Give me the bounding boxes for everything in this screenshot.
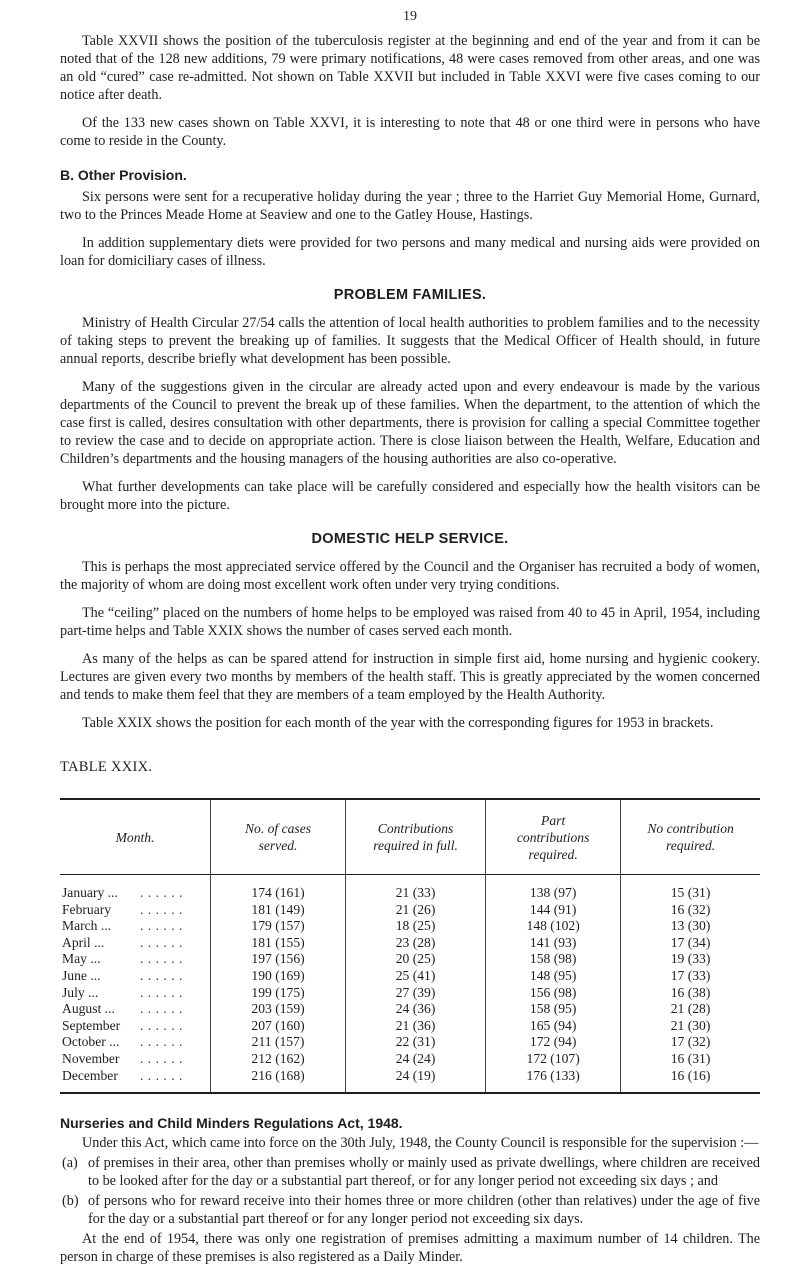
cell-part: 172 (94): [486, 1034, 621, 1051]
cell-part: 158 (95): [486, 1001, 621, 1018]
domestic-help-heading: DOMESTIC HELP SERVICE.: [311, 531, 509, 547]
cell-none: 19 (33): [621, 951, 760, 968]
document-page: [60, 8, 760, 1266]
table-row: [60, 1034, 760, 1051]
cell-full: 21 (26): [345, 902, 485, 919]
cell-month: June ...: [62, 967, 101, 983]
cell-part: 141 (93): [486, 935, 621, 952]
other-provision-heading: B. Other Provision.: [60, 167, 187, 183]
table-row: [60, 985, 760, 1002]
leader-dots: . . . . . .: [140, 885, 183, 900]
table-row: [60, 875, 760, 902]
leader-dots: . . . . . .: [140, 1067, 183, 1083]
cell-part: 176 (133): [486, 1068, 621, 1094]
leader-dots: . . . . . .: [140, 901, 183, 917]
leader-dots: . . . . . .: [140, 1034, 183, 1050]
cell-cases: 181 (155): [211, 935, 346, 952]
table-row: [60, 918, 760, 935]
cell-cases: 197 (156): [211, 951, 346, 968]
intro-paragraph-2: Of the 133 new cases shown on Table XXVI, it is interesting to note that 48 or one third were in persons who have come to reside in the County.: [60, 115, 760, 149]
domestic-help-paragraph-1: This is perhaps the most appreciated service offered by the Council and the Organiser has recruited a body of women, the majority of whom are doing most excellent work often under very trying conditions.: [60, 559, 760, 593]
header-cases-served: [211, 799, 346, 875]
header-part-contributions-text: Part contributions required.: [516, 812, 590, 862]
table-row: [60, 1001, 760, 1018]
cell-full: 24 (24): [345, 1051, 485, 1068]
cell-month: January ...: [62, 885, 118, 900]
cell-cases: 179 (157): [211, 918, 346, 935]
cell-none: 21 (30): [621, 1018, 760, 1035]
home-help-table: [60, 798, 760, 1094]
cell-month: November: [62, 1050, 120, 1066]
cell-none: 17 (34): [621, 935, 760, 952]
problem-families-paragraph-2: Many of the suggestions given in the circular are already acted upon and every endeavour is made by the various departments of the Council to prevent the break up of these families. When the department, to the attention of which the case first is called, desires consultation with other departments, there is provision for calling a special Committee together to review the case and to decide on appropriate action. There is close liaison between the Health, Welfare, Education and Children’s departments and the housing managers of the housing authorities are also co-operative.: [60, 379, 760, 467]
cell-cases: 216 (168): [211, 1068, 346, 1094]
other-provision-paragraph-1: Six persons were sent for a recuperative holiday during the year ; three to the Harriet Guy Memorial Home, Gurnard, two to the Princes Meade Home at Seaview and one to the Gatley House, Hastings.: [60, 189, 760, 223]
cell-part: 158 (98): [486, 951, 621, 968]
other-provision-paragraph-2: In addition supplementary diets were provided for two persons and many medical and nursing aids were provided on loan for domiciliary cases of illness.: [60, 235, 760, 269]
leader-dots: . . . . . .: [140, 1001, 183, 1017]
cell-month: August ...: [62, 1001, 115, 1017]
cell-part: 148 (102): [486, 918, 621, 935]
cell-full: 21 (33): [345, 875, 485, 902]
cell-full: 27 (39): [345, 985, 485, 1002]
list-item-text: of premises in their area, other than premises wholly or mainly used as private dwellings, where children are received to be looked after for the day or a substantial part thereof, or for any longer period not exceeding six days ; and: [88, 1155, 760, 1190]
list-item: [60, 1154, 760, 1190]
list-item-label: (b): [62, 1193, 79, 1210]
cell-full: 25 (41): [345, 968, 485, 985]
intro-paragraph-1: Table XXVII shows the position of the tuberculosis register at the beginning and end of the year and from it can be noted that of the 128 new additions, 79 were primary notifications, 48 were cases removed from other areas, and one was an old “cured” case re-admitted. Not shown on Table XXVII but included in Table XXVI were five cases coming to our notice after death.: [60, 33, 760, 103]
domestic-help-paragraph-3: As many of the helps as can be spared attend for instruction in simple first aid, home nursing and hygienic cookery. Lectures are given every two months by members of the health staff. This is greatly appreciated by the women concerned and tends to make them feel that they are members of a team employed by the Health Authority.: [60, 651, 760, 703]
cell-none: 16 (16): [621, 1068, 760, 1094]
table-row: [60, 935, 760, 952]
cell-cases: 203 (159): [211, 1001, 346, 1018]
domestic-help-paragraph-4: Table XXIX shows the position for each month of the year with the corresponding figures for 1953 in brackets.: [82, 715, 714, 731]
cell-part: 138 (97): [486, 875, 621, 902]
cell-none: 13 (30): [621, 918, 760, 935]
cell-part: 165 (94): [486, 1018, 621, 1035]
cell-none: 16 (31): [621, 1051, 760, 1068]
cell-part: 144 (91): [486, 902, 621, 919]
cell-cases: 207 (160): [211, 1018, 346, 1035]
cell-full: 18 (25): [345, 918, 485, 935]
cell-full: 24 (19): [345, 1068, 485, 1094]
cell-cases: 190 (169): [211, 968, 346, 985]
cell-part: 172 (107): [486, 1051, 621, 1068]
leader-dots: . . . . . .: [140, 1017, 183, 1033]
header-no-contribution: [621, 799, 760, 875]
header-no-contribution-text: No contribution required.: [647, 821, 734, 853]
header-part-contributions: [486, 799, 621, 875]
cell-none: 15 (31): [621, 875, 760, 902]
cell-month: December: [62, 1067, 118, 1083]
list-item: [60, 1192, 760, 1228]
cell-part: 156 (98): [486, 985, 621, 1002]
cell-cases: 211 (157): [211, 1034, 346, 1051]
table-row: [60, 902, 760, 919]
header-contributions-full: [345, 799, 485, 875]
header-month: Month.: [60, 799, 211, 875]
header-cases-served-text: No. of cases served.: [244, 821, 312, 853]
problem-families-paragraph-3: What further developments can take place will be carefully considered and especially how the health visitors can be brought more into the picture.: [60, 479, 760, 513]
leader-dots: . . . . . .: [140, 951, 183, 967]
cell-month: July ...: [62, 984, 99, 1000]
cell-cases: 212 (162): [211, 1051, 346, 1068]
cell-none: 16 (32): [621, 902, 760, 919]
header-contributions-full-text: Contributions required in full.: [373, 821, 458, 853]
cell-month: February: [62, 901, 112, 917]
domestic-help-paragraph-2: The “ceiling” placed on the numbers of home helps to be employed was raised from 40 to 45 in April, 1954, including part-time helps and Table XXIX shows the number of cases served each month.: [60, 605, 760, 639]
cell-full: 20 (25): [345, 951, 485, 968]
list-item-text: of persons who for reward receive into their homes three or more children (other than relatives) under the age of five for the day or a substantial part thereof or for any longer period not exceeding six days.: [88, 1193, 760, 1228]
table-row: [60, 951, 760, 968]
table-row: [60, 1051, 760, 1068]
cell-month: October ...: [62, 1034, 120, 1050]
cell-none: 16 (38): [621, 985, 760, 1002]
cell-month: March ...: [62, 918, 112, 934]
cell-month: April ...: [62, 934, 105, 950]
cell-part: 148 (95): [486, 968, 621, 985]
nurseries-heading: Nurseries and Child Minders Regulations Act, 1948.: [60, 1115, 403, 1132]
table-row: [60, 1018, 760, 1035]
page-number: 19: [403, 9, 417, 24]
cell-month: May ...: [62, 951, 101, 967]
cell-none: 17 (32): [621, 1034, 760, 1051]
list-item-label: (a): [62, 1155, 78, 1172]
leader-dots: . . . . . .: [140, 934, 183, 950]
cell-none: 21 (28): [621, 1001, 760, 1018]
nurseries-paragraph-2: At the end of 1954, there was only one registration of premises admitting a maximum number of 14 children. The person in charge of these premises is also registered as a Daily Minder.: [60, 1231, 760, 1266]
cell-cases: 174 (161): [211, 875, 346, 902]
table-row: [60, 1068, 760, 1094]
table-header-row: [60, 799, 760, 875]
leader-dots: . . . . . .: [140, 918, 183, 934]
problem-families-paragraph-1: Ministry of Health Circular 27/54 calls the attention of local health authorities to problem families and to the necessity of taking steps to prevent the breaking up of families. It suggests that the Medical Officer of Health should, in future annual reports, describe briefly what development has been possible.: [60, 315, 760, 367]
cell-cases: 181 (149): [211, 902, 346, 919]
table-title: TABLE XXIX.: [60, 759, 153, 775]
leader-dots: . . . . . .: [140, 1050, 183, 1066]
cell-full: 22 (31): [345, 1034, 485, 1051]
leader-dots: . . . . . .: [140, 984, 183, 1000]
cell-none: 17 (33): [621, 968, 760, 985]
table-row: [60, 968, 760, 985]
cell-month: September: [62, 1017, 121, 1033]
cell-cases: 199 (175): [211, 985, 346, 1002]
cell-full: 21 (36): [345, 1018, 485, 1035]
leader-dots: . . . . . .: [140, 967, 183, 983]
cell-full: 23 (28): [345, 935, 485, 952]
nurseries-paragraph-1: Under this Act, which came into force on the 30th July, 1948, the County Council is responsible for the supervision :—: [82, 1135, 759, 1152]
problem-families-heading: PROBLEM FAMILIES.: [333, 287, 487, 303]
cell-full: 24 (36): [345, 1001, 485, 1018]
